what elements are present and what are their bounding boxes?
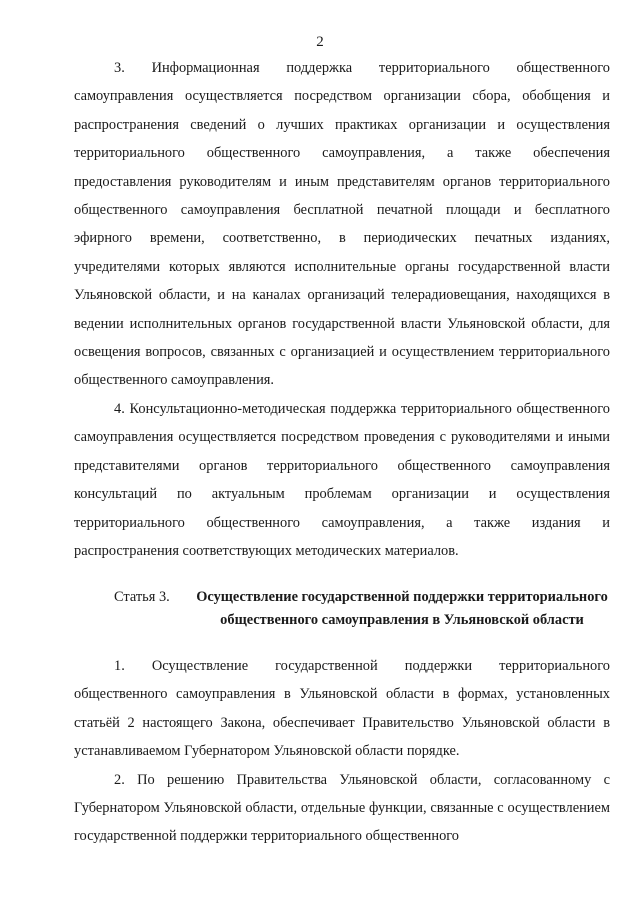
page-number: 2: [316, 34, 324, 50]
article-label: Статья 3.: [114, 589, 170, 605]
paragraph-4-consulting-support: 4. Консультационно-методическая поддержка территориального общественного самоуправления осуществляется посредством проведения с руководителями и иными представителями органов территориального общественного самоуправления консультаций по актуальным проблемам организации и осуществления территориального общественного самоуправления, а также издания и распространения соответствующих методических материалов.: [74, 400, 610, 559]
paragraph-3-information-support: 3. Информационная поддержка территориального общественного самоуправления осуществляется посредством организации сбора, обобщения и распространения сведений о лучших практиках организации и осуществления территориального общественного самоуправления, а также обеспечения предоставления руководителям и иным представителям органов территориального общественного самоуправления бесплатной печатной площади и бесплатного эфирного времени, соответственно, в периодических печатных изданиях, учредителями которых являются исполнительные органы государственной власти Ульяновской области, и на каналах организаций телерадиовещания, находящихся в ведении исполнительных органов государственной власти Ульяновской области, для освещения вопросов, связанных с организацией и осуществлением территориального общественного самоуправления.: [74, 60, 610, 389]
article-heading: [74, 586, 610, 632]
paragraph-1-implementation: 1. Осуществление государственной поддержки территориального общественного самоуправления в Ульяновской области в формах, установленных статьёй 2 настоящего Закона, обеспечивает Правительство Ульяновской области в устанавливаемом Губернатором Ульяновской области порядке.: [74, 658, 610, 760]
article-title: Осуществление государственной поддержки территориального общественного самоуправления в Ульяновской области: [196, 589, 608, 628]
paragraph-2-government-decision: 2. По решению Правительства Ульяновской области, согласованному с Губернатором Ульяновской области, отдельные функции, связанные с осуществлением государственной поддержки территориального общественного: [74, 771, 610, 845]
bottom-paragraphs: [74, 652, 610, 851]
top-paragraphs: [74, 54, 610, 565]
